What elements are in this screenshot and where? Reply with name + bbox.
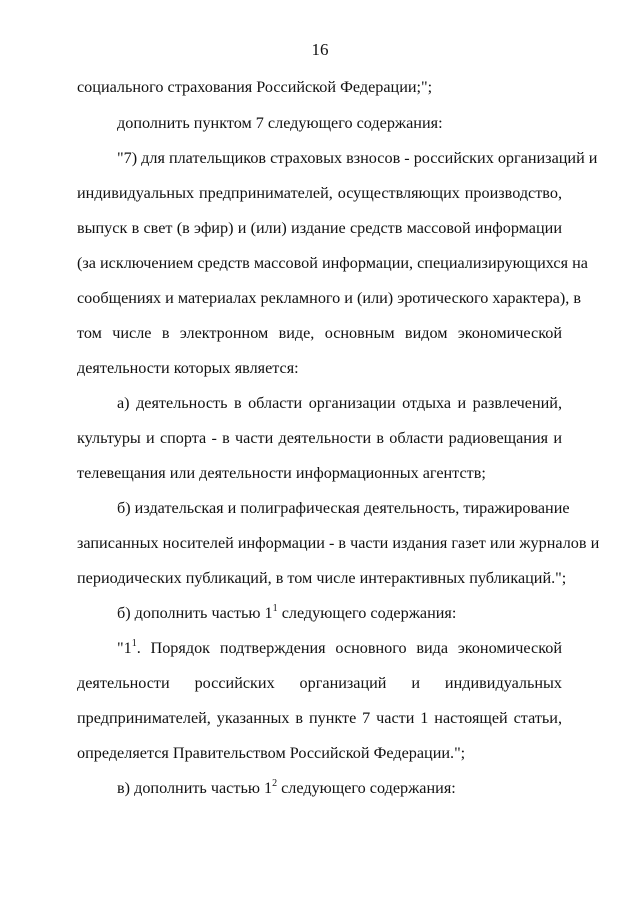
text-run: "1 xyxy=(117,639,132,657)
text-line: культуры и спорта - в части деятельности в области радиовещания и xyxy=(77,429,562,447)
text-run: следующего содержания: xyxy=(277,604,457,622)
text-line: социального страхования Российской Федерации;"; xyxy=(77,78,433,96)
text-line: сообщениях и материалах рекламного и (или) эротического характера), в xyxy=(77,289,581,307)
text-line: индивидуальных предпринимателей, осуществляющих производство, xyxy=(77,184,562,202)
text-line: телевещания или деятельности информационных агентств; xyxy=(77,464,486,482)
text-line: предпринимателей, указанных в пункте 7 части 1 настоящей статьи, xyxy=(77,709,562,727)
part-1-1-intro xyxy=(117,603,562,623)
superscript: 2 xyxy=(272,777,278,789)
text-line: периодических публикаций, в том числе интерактивных публикаций."; xyxy=(77,569,567,587)
superscript: 1 xyxy=(131,637,137,649)
text-line: деятельности которых является: xyxy=(77,359,299,377)
text-line: определяется Правительством Российской Федерации."; xyxy=(77,744,466,762)
text-line: записанных носителей информации - в части издания газет или журналов и xyxy=(77,534,600,552)
superscript: 1 xyxy=(272,602,278,614)
text-line: выпуск в свет (в эфир) и (или) издание средств массовой информации xyxy=(77,219,562,237)
text-line: том числе в электронном виде, основным видом экономической xyxy=(77,324,562,342)
part-1-1-first-line xyxy=(117,638,562,658)
text-line: дополнить пунктом 7 следующего содержания: xyxy=(117,114,443,132)
part-1-2-intro xyxy=(117,778,562,798)
text-run: . Порядок подтверждения основного вида экономической xyxy=(136,639,562,657)
text-line: деятельности российских организаций и индивидуальных xyxy=(77,674,562,692)
page-number: 16 xyxy=(311,40,329,59)
text-run: следующего содержания: xyxy=(277,779,456,797)
text-run: б) дополнить частью 1 xyxy=(117,604,273,622)
text-run: в) дополнить частью 1 xyxy=(117,779,273,797)
text-line: б) издательская и полиграфическая деятельность, тиражирование xyxy=(117,499,570,517)
text-line: "7) для плательщиков страховых взносов - российских организаций и xyxy=(117,149,598,167)
text-line: а) деятельность в области организации отдыха и развлечений, xyxy=(117,394,562,412)
text-line: (за исключением средств массовой информации, специализирующихся на xyxy=(77,254,588,272)
